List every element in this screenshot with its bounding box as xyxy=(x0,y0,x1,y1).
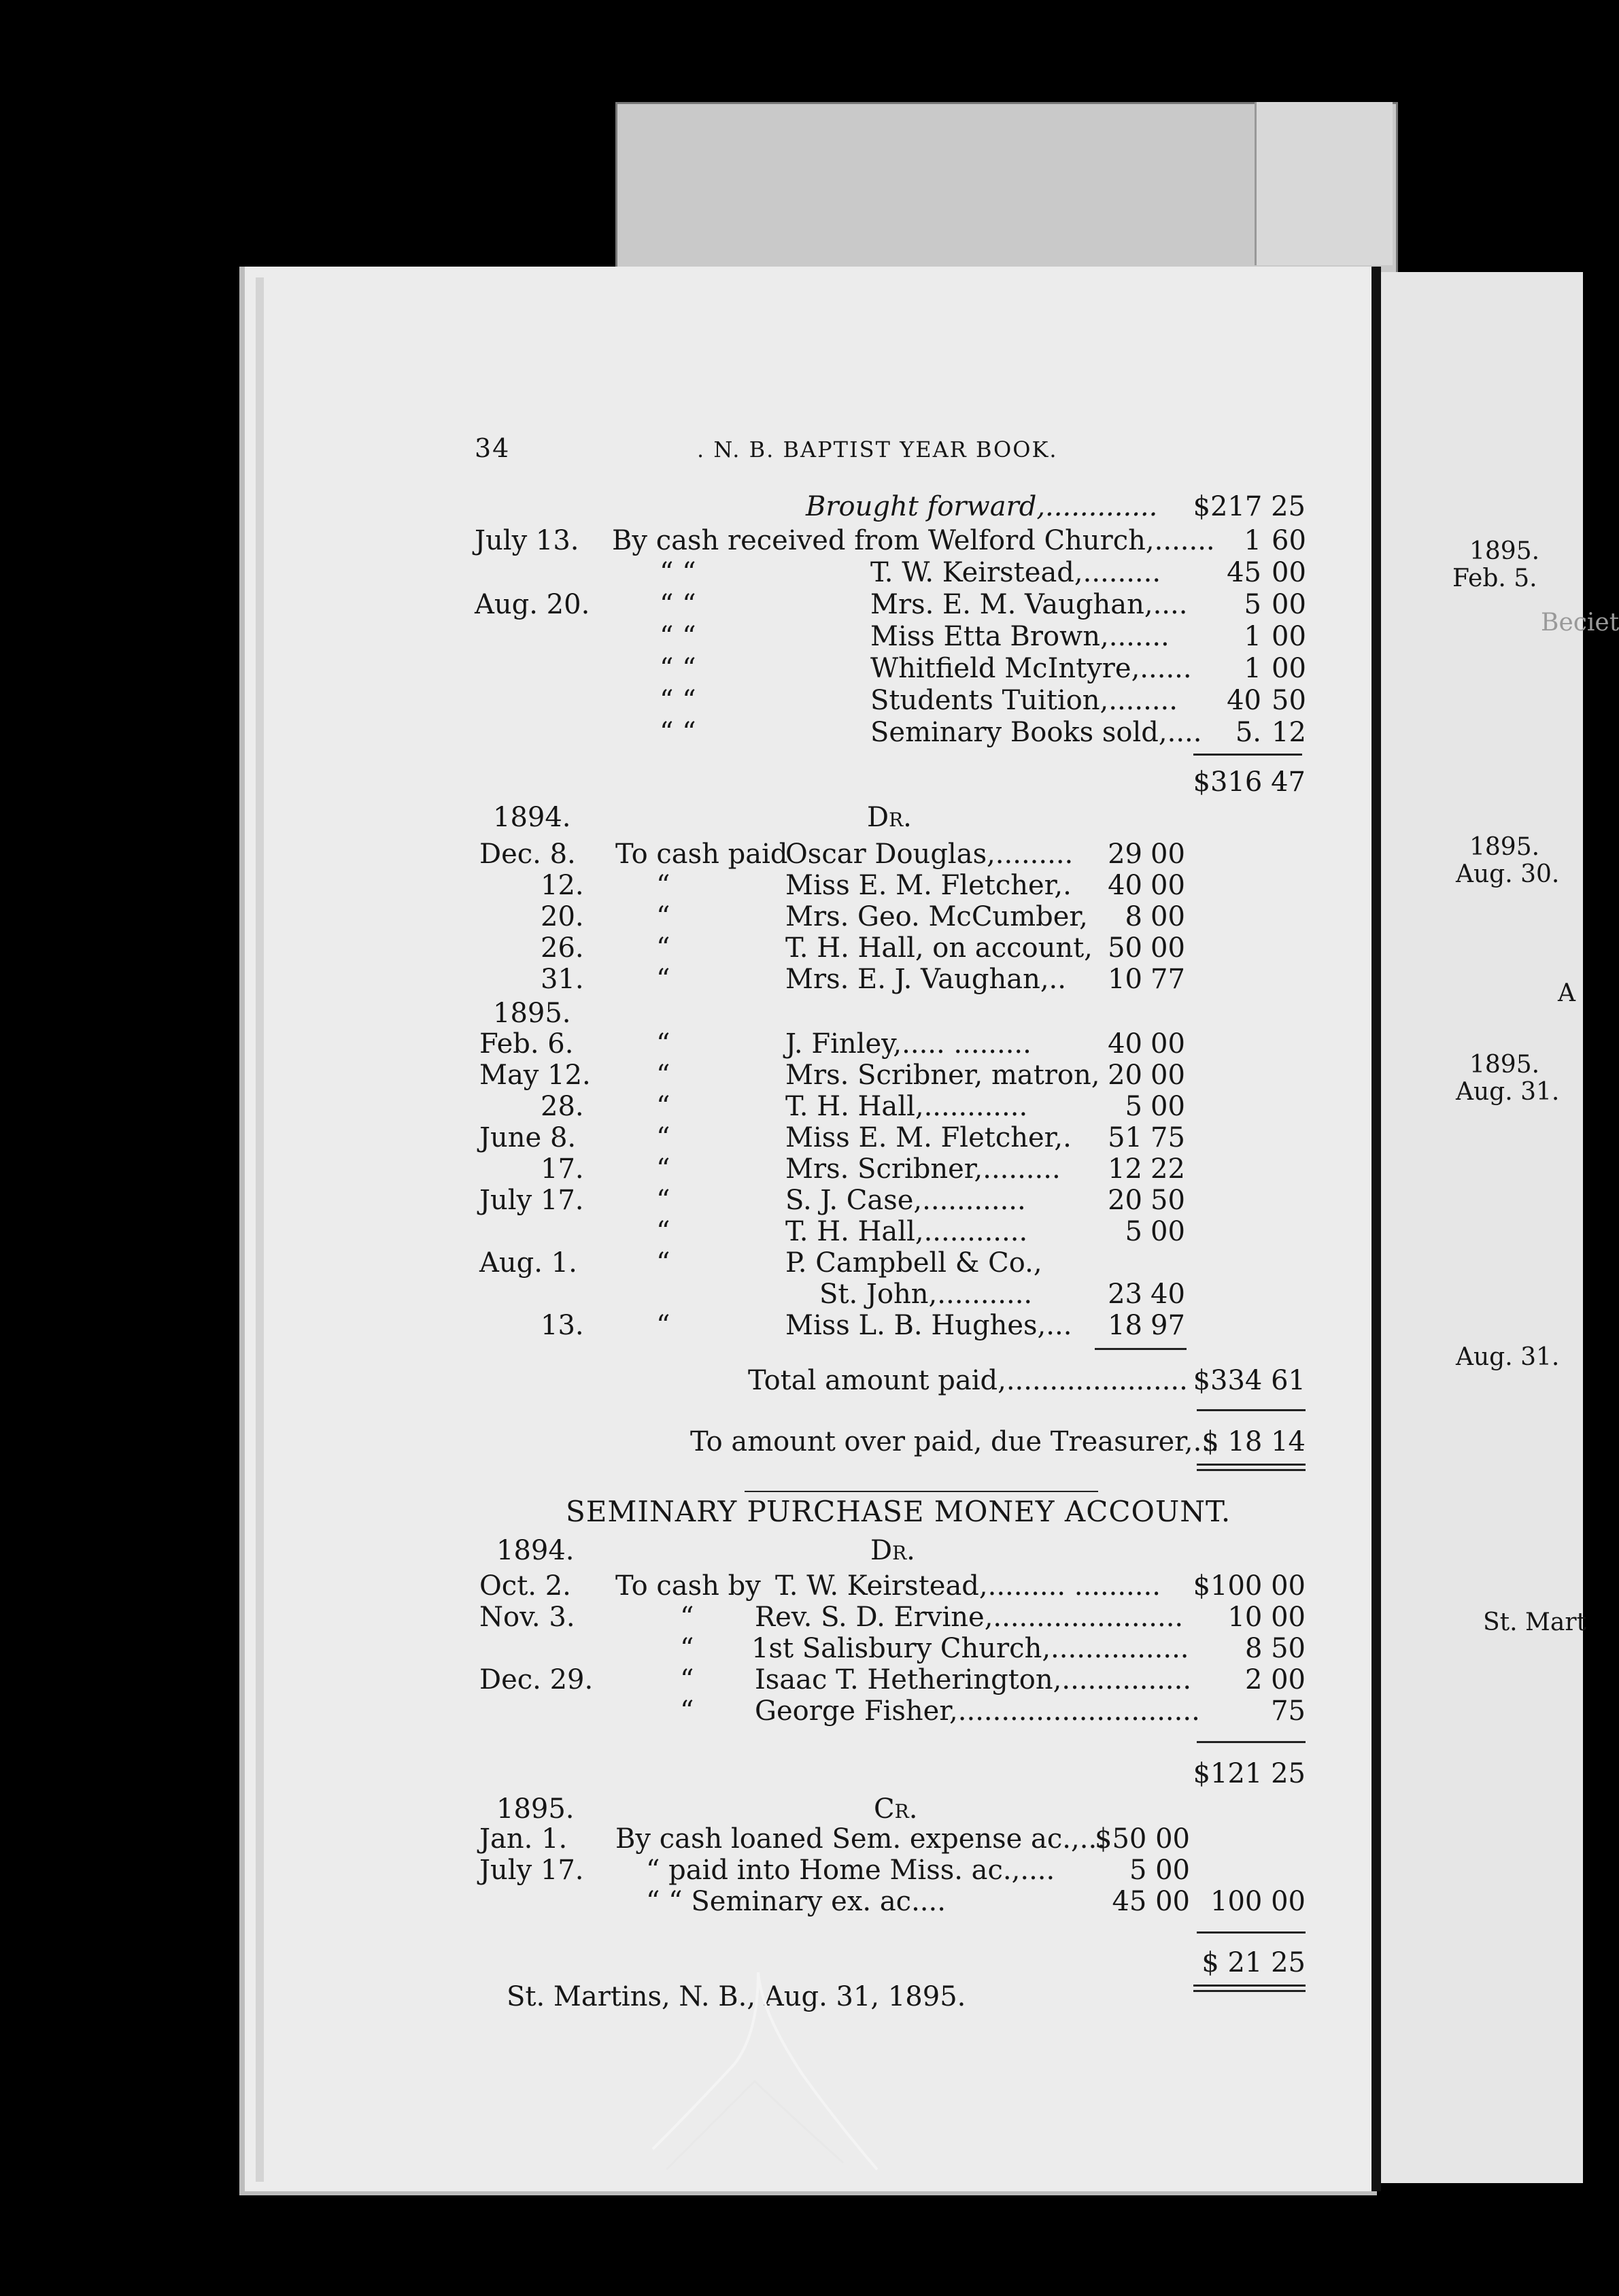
row-dollars: 45 xyxy=(1227,557,1261,588)
np-line: A xyxy=(1558,979,1575,1007)
np-line: Feb. 5. xyxy=(1452,564,1537,592)
row-lead: “ xyxy=(656,1247,670,1279)
row-lead: To cash by xyxy=(615,1570,761,1602)
np-line: 1895. xyxy=(1469,833,1540,861)
row-cents: 50 xyxy=(1272,685,1306,716)
place-date-footer: St. Martins, N. B., Aug. 31, 1895. xyxy=(507,1981,966,2012)
row-dollars: 1 xyxy=(1244,525,1261,556)
row-text: Miss Etta Brown,....... xyxy=(870,621,1170,652)
row-dollars: 1 xyxy=(1244,653,1261,684)
scratch-mark xyxy=(639,1945,925,2204)
row-amount: 75 xyxy=(1271,1695,1306,1727)
section-heading-dr: Dr. xyxy=(867,802,912,833)
row-text: Mrs. E. M. Vaughan,.... xyxy=(870,589,1188,620)
brought-forward-amount: $217 25 xyxy=(1193,491,1306,522)
row-lead: To cash paid xyxy=(615,839,788,870)
row-cents: 77 xyxy=(1151,964,1185,995)
book-binding-tape xyxy=(1255,102,1393,265)
row-date: Feb. 6. xyxy=(479,1028,574,1060)
double-rule xyxy=(1197,1464,1306,1466)
row-lead: “ xyxy=(656,1028,670,1060)
row-cents: 75 xyxy=(1151,1122,1185,1153)
row-text: T. H. Hall,............ xyxy=(785,1216,1028,1247)
row-cents: 50 xyxy=(1151,1185,1185,1216)
row-cents: 00 xyxy=(1151,870,1185,901)
row-text: Seminary Books sold,.... xyxy=(870,717,1202,748)
year-label: 1894. xyxy=(496,1535,575,1566)
row-ditto: “ “ xyxy=(660,717,696,748)
row-dollars: 10 xyxy=(1108,964,1142,995)
row-ditto: “ “ xyxy=(660,557,696,588)
row-date: Aug. 20. xyxy=(475,589,590,620)
row-cents: 97 xyxy=(1151,1310,1185,1341)
row-text: T. H. Hall,............ xyxy=(785,1091,1028,1122)
row-dollars: 5 xyxy=(1244,589,1261,620)
row-cents: 00 xyxy=(1151,901,1185,932)
row-dollars: 5 xyxy=(1125,1091,1142,1122)
receipts-total: $316 47 xyxy=(1193,766,1306,798)
row-text: “ “ Seminary ex. ac.... xyxy=(646,1886,946,1917)
row-cents: 00 xyxy=(1272,621,1306,652)
overpaid-amount: $ 18 14 xyxy=(1202,1426,1306,1457)
sum-rule xyxy=(1095,1348,1187,1350)
row-dollars: 5 xyxy=(1125,1216,1142,1247)
row-text: Mrs. Scribner, matron, xyxy=(785,1060,1100,1091)
row-text: Oscar Douglas,......... xyxy=(785,839,1074,870)
row-dollars: 51 xyxy=(1108,1122,1142,1153)
row-lead: “ xyxy=(680,1695,694,1727)
row-date: May 12. xyxy=(479,1060,591,1091)
row-date: 26. xyxy=(541,932,584,964)
section-heading-cr: Cr. xyxy=(874,1793,918,1825)
year-label: 1894. xyxy=(493,802,571,833)
section-heading-dr: Dr. xyxy=(870,1535,915,1566)
row-date: June 8. xyxy=(479,1122,577,1153)
row-date: 17. xyxy=(541,1153,584,1185)
row-cents: 00 xyxy=(1151,1060,1185,1091)
row-cents: 22 xyxy=(1151,1153,1185,1185)
row-text: By cash received from Welford Church,....... xyxy=(612,525,1215,556)
row-cents: 40 xyxy=(1151,1279,1185,1310)
row-outer-amount: 100 00 xyxy=(1210,1886,1306,1917)
row-dollars: 40 xyxy=(1108,870,1142,901)
row-cents: 00 xyxy=(1272,653,1306,684)
row-dollars: 50 xyxy=(1108,932,1142,964)
row-text: “ paid into Home Miss. ac.,.... xyxy=(646,1855,1055,1886)
row-text: 1st Salisbury Church,................ xyxy=(751,1633,1189,1664)
row-date: 12. xyxy=(541,870,584,901)
row-cents: 12 xyxy=(1272,717,1306,748)
row-amount: $100 00 xyxy=(1193,1570,1306,1602)
row-text: Whitfield McIntyre,...... xyxy=(870,653,1192,684)
row-cents: 00 xyxy=(1272,589,1306,620)
row-lead: “ xyxy=(656,1060,670,1091)
row-text: St. John,........... xyxy=(819,1279,1033,1310)
row-text: Students Tuition,........ xyxy=(870,685,1178,716)
row-text: J. Finley,..... ......... xyxy=(785,1028,1032,1060)
row-dollars: 20 xyxy=(1108,1060,1142,1091)
section-title: SEMINARY PURCHASE MONEY ACCOUNT. xyxy=(566,1495,1231,1528)
np-line: Aug. 30. xyxy=(1456,860,1560,888)
row-text: Miss E. M. Fletcher,. xyxy=(785,1122,1072,1153)
row-text: Mrs. Scribner,......... xyxy=(785,1153,1061,1185)
row-text: T. H. Hall, on account, xyxy=(785,932,1093,964)
row-date: Jan. 1. xyxy=(479,1823,568,1855)
sum-rule xyxy=(1197,1931,1306,1934)
sum-rule xyxy=(1197,1409,1306,1411)
row-ditto: “ “ xyxy=(660,685,696,716)
row-inner-amount: 5 00 xyxy=(1129,1855,1190,1886)
row-ditto: “ “ xyxy=(660,653,696,684)
double-rule xyxy=(1197,1469,1306,1471)
row-date: Aug. 1. xyxy=(479,1247,577,1279)
row-date: Dec. 29. xyxy=(479,1664,594,1695)
title-rule xyxy=(745,1491,1098,1492)
row-cents: 00 xyxy=(1151,839,1185,870)
row-date: 28. xyxy=(541,1091,584,1122)
row-dollars: 40 xyxy=(1227,685,1261,716)
row-date: Dec. 8. xyxy=(479,839,576,870)
page-edge xyxy=(256,277,264,2182)
row-amount: 2 00 xyxy=(1244,1664,1306,1695)
row-text: T. W. Keirstead,......... xyxy=(870,557,1161,588)
row-ditto: “ “ xyxy=(660,589,696,620)
row-date: Nov. 3. xyxy=(479,1602,575,1633)
row-lead: “ xyxy=(656,1185,670,1216)
row-ditto: “ “ xyxy=(660,621,696,652)
row-amount: 8 50 xyxy=(1244,1633,1306,1664)
row-cents: 00 xyxy=(1151,932,1185,964)
np-line: Beciet xyxy=(1541,609,1619,637)
row-lead: “ xyxy=(656,901,670,932)
row-dollars: 8 xyxy=(1125,901,1142,932)
row-lead: “ xyxy=(656,1122,670,1153)
row-cents: 00 xyxy=(1151,1091,1185,1122)
row-inner-amount: $50 00 xyxy=(1095,1823,1190,1855)
row-text: Rev. S. D. Ervine,...................... xyxy=(755,1602,1184,1633)
row-date: July 13. xyxy=(475,525,579,556)
row-text: T. W. Keirstead,......... .......... xyxy=(775,1570,1161,1602)
sum-rule xyxy=(1193,754,1302,756)
row-cents: 00 xyxy=(1272,557,1306,588)
row-text: George Fisher,............................ xyxy=(755,1695,1200,1727)
overpaid-label: To amount over paid, due Treasurer,... xyxy=(690,1426,1219,1457)
row-cents: 00 xyxy=(1151,1028,1185,1060)
purchase-total: $121 25 xyxy=(1193,1758,1306,1789)
purchase-balance: $ 21 25 xyxy=(1202,1947,1306,1978)
np-line: Aug. 31. xyxy=(1456,1343,1560,1371)
brought-forward-label: Brought forward,............. xyxy=(806,491,1158,522)
row-text: Mrs. E. J. Vaughan,.. xyxy=(785,964,1066,995)
row-text: S. J. Case,............ xyxy=(785,1185,1026,1216)
double-rule xyxy=(1193,1990,1306,1992)
row-text: By cash loaned Sem. expense ac.,... xyxy=(615,1823,1106,1855)
row-date: 31. xyxy=(541,964,584,995)
row-cents: 00 xyxy=(1151,1216,1185,1247)
double-rule xyxy=(1193,1985,1306,1987)
running-title: . N. B. BAPTIST YEAR BOOK. xyxy=(697,437,1058,462)
row-lead: “ xyxy=(656,870,670,901)
row-text: Miss E. M. Fletcher,. xyxy=(785,870,1072,901)
row-text: P. Campbell & Co., xyxy=(785,1247,1042,1279)
total-paid-amount: $334 61 xyxy=(1193,1365,1306,1396)
row-dollars: 18 xyxy=(1108,1310,1142,1341)
row-date: July 17. xyxy=(479,1855,584,1886)
row-dollars: 1 xyxy=(1244,621,1261,652)
row-dollars: 12 xyxy=(1108,1153,1142,1185)
np-line: Aug. 31. xyxy=(1456,1078,1560,1106)
row-inner-amount: 45 00 xyxy=(1112,1886,1190,1917)
row-lead: “ xyxy=(680,1633,694,1664)
row-date: July 17. xyxy=(479,1185,584,1216)
row-lead: “ xyxy=(656,964,670,995)
sum-rule xyxy=(1197,1741,1306,1743)
row-date: 13. xyxy=(541,1310,584,1341)
row-dollars: 5. xyxy=(1235,717,1261,748)
row-lead: “ xyxy=(680,1602,694,1633)
row-text: Miss L. B. Hughes,... xyxy=(785,1310,1072,1341)
row-text: Isaac T. Hetherington,............... xyxy=(755,1664,1192,1695)
row-cents: 60 xyxy=(1272,525,1306,556)
np-line: 1895. xyxy=(1469,537,1540,565)
next-page-sliver xyxy=(1381,272,1619,2183)
row-lead: “ xyxy=(656,932,670,964)
book-gutter xyxy=(1371,267,1381,2191)
row-date: 20. xyxy=(541,901,584,932)
row-dollars: 40 xyxy=(1108,1028,1142,1060)
row-text: Mrs. Geo. McCumber, xyxy=(785,901,1088,932)
row-lead: “ xyxy=(656,1310,670,1341)
year-label: 1895. xyxy=(496,1793,575,1825)
row-dollars: 23 xyxy=(1108,1279,1142,1310)
row-amount: 10 00 xyxy=(1227,1602,1306,1633)
np-line: St. Mart xyxy=(1483,1608,1587,1636)
row-lead: “ xyxy=(656,1091,670,1122)
row-dollars: 29 xyxy=(1108,839,1142,870)
row-lead: “ xyxy=(680,1664,694,1695)
row-lead: “ xyxy=(656,1153,670,1185)
row-date: Oct. 2. xyxy=(479,1570,571,1602)
np-line: 1895. xyxy=(1469,1051,1540,1079)
row-dollars: 20 xyxy=(1108,1185,1142,1216)
total-paid-label: Total amount paid,..................... xyxy=(748,1365,1188,1396)
year-label: 1895. xyxy=(493,998,571,1029)
row-lead: “ xyxy=(656,1216,670,1247)
page-number: 34 xyxy=(475,433,511,463)
